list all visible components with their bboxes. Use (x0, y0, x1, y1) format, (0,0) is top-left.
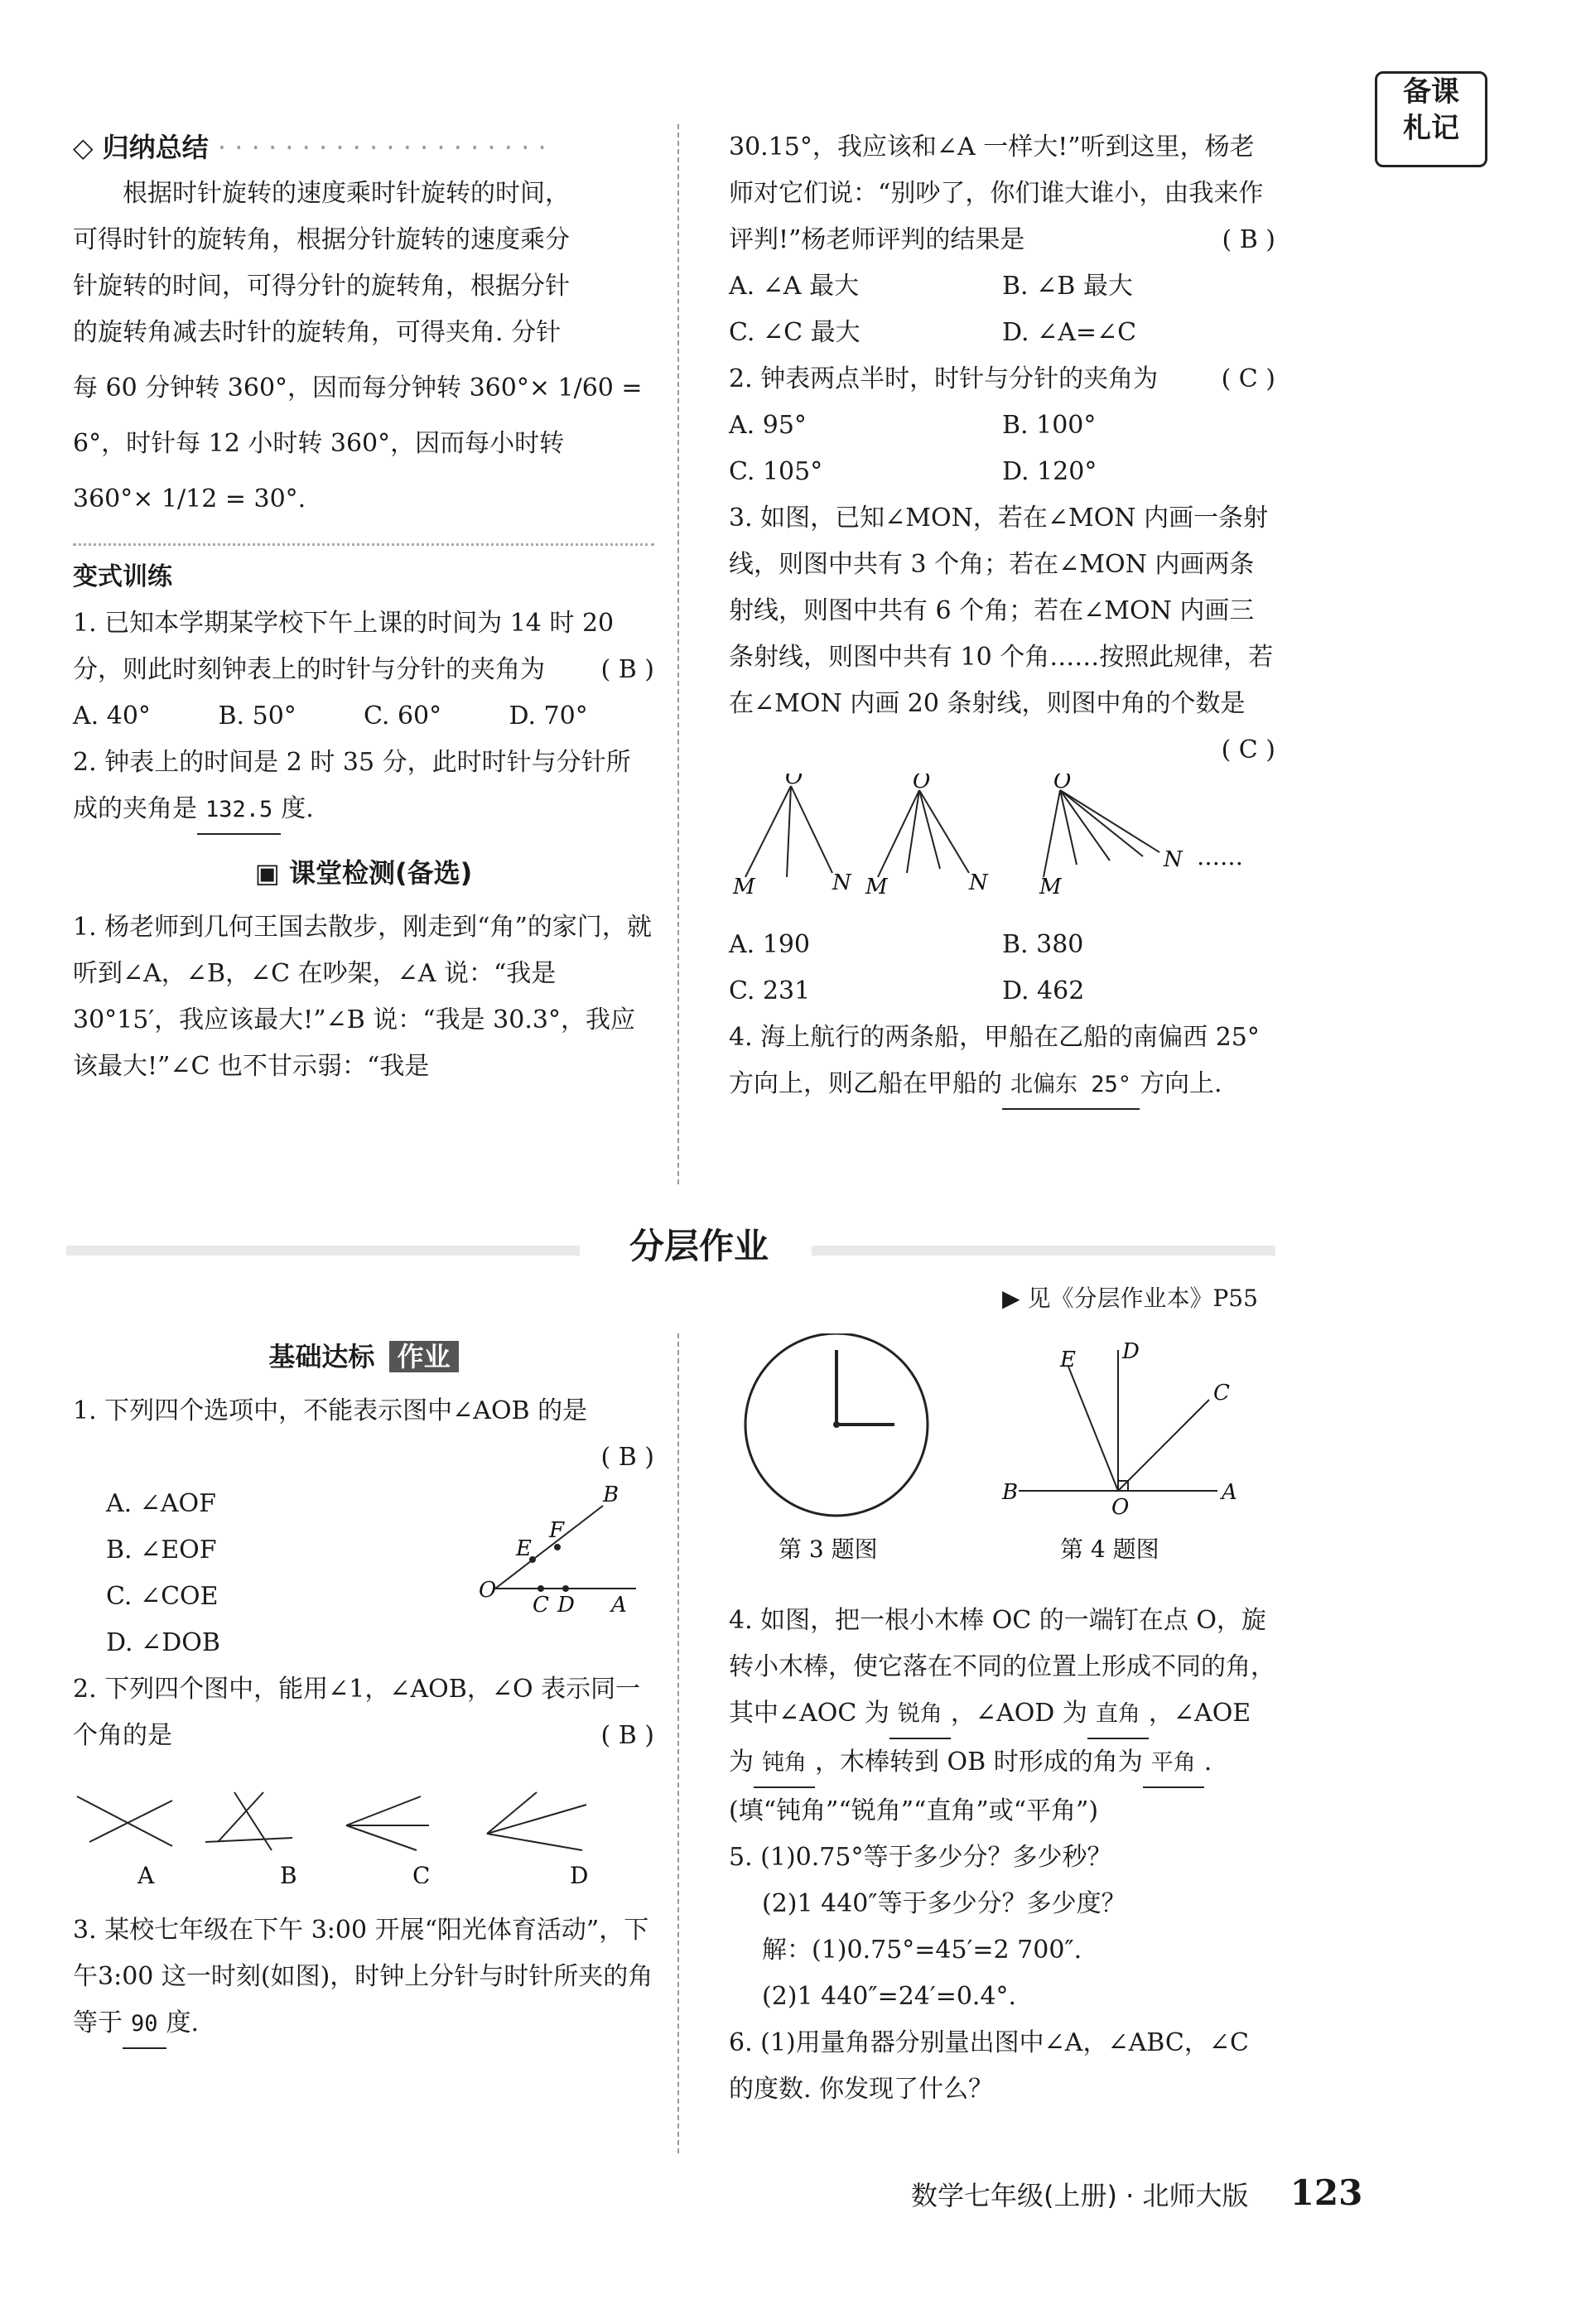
option: B. 380 (1002, 930, 1084, 959)
hw-q6-text: 6. (1)用量角器分别量出图中∠A，∠ABC，∠C 的度数. 你发现了什么？ (729, 2028, 1249, 2104)
column-divider-top (677, 124, 679, 1184)
option: B. 50° (218, 702, 296, 730)
hw-figures-3-4 (729, 1333, 1275, 1582)
summary-line: 针旋转的时间，可得分针的旋转角，根据分针 (73, 272, 570, 301)
column-divider-bottom (677, 1333, 679, 2153)
option: A. 95° (729, 411, 807, 440)
variant-q2 (73, 740, 654, 835)
fig-label-n: N (1164, 847, 1183, 872)
answer-blank: 平角 (1143, 1740, 1204, 1788)
check-title: ▣ 课堂检测(备选) (254, 857, 473, 889)
fig-caption: D (570, 1862, 589, 1883)
fig-label: B (603, 1483, 619, 1507)
summary-title: ◇ 归纳总结 · · · · · · · · · · · · · · · · · · · · (73, 132, 547, 163)
basic-title: 基础达标 作业 (73, 1333, 654, 1380)
fig-label: E (516, 1536, 532, 1561)
answer-blank: 90 (123, 2001, 166, 2049)
hw-q4-text: .(填“钝角”“锐角”“直角”或“平角”) (729, 1748, 1212, 1825)
rays-fig-2 (878, 790, 969, 877)
check-q1-text: 1. 杨老师到几何王国去散步，刚走到“角”的家门，就听到∠A，∠B，∠C 在吵架，∠A 说：“我是 30°15′，我应该最大!”∠B 说：“我是 30.3°，我应该最大!”∠C 也不甘示弱：“我是 (73, 913, 652, 1081)
check-q4-post: 方向上. (1140, 1069, 1222, 1098)
homework-banner (66, 1217, 1275, 1275)
check-q3-answer: ( C ) (1221, 735, 1275, 764)
option: D. 70° (509, 702, 588, 730)
fig-label-n: N (832, 870, 851, 895)
summary-line: 根据时针旋转的速度乘时针旋转的时间， (123, 179, 570, 208)
summary-divider (73, 543, 654, 546)
variant-q1-answer: ( B ) (600, 655, 654, 684)
summary-line: 360°× 1/12 = 30°. (73, 485, 306, 513)
option: B. 100° (1002, 411, 1097, 440)
option: C. ∠COE (106, 1582, 219, 1611)
check-q1 (73, 904, 654, 1090)
option: A. ∠AOF (106, 1489, 216, 1518)
fig-label: A (611, 1593, 627, 1618)
left-column-bottom (73, 1333, 654, 2049)
clock-figure (745, 1333, 928, 1516)
answer-blank: 直角 (1087, 1691, 1149, 1739)
fig-label: E (1060, 1348, 1076, 1372)
variant-title: 变式训练 (73, 562, 172, 591)
check-q4-text: 4. 海上航行的两条船，甲船在乙船的南偏西 25°方向上，则乙船在甲船的 (729, 1023, 1260, 1098)
fig-caption: C (412, 1862, 431, 1883)
rays-fig-3 (1044, 790, 1159, 877)
fig-label-m: M (733, 875, 755, 899)
notes-tag-line1: 备课 (1403, 75, 1459, 108)
fig-label-o: O (913, 774, 931, 793)
hw-q3-post: 度. (166, 2008, 200, 2037)
right-column-top (729, 124, 1275, 1110)
hw-q5-line: 解：(1)0.75°=45′=2 700″. (762, 1936, 1082, 1965)
option: C. ∠C 最大 (729, 318, 860, 347)
option: D. ∠A=∠C (1002, 318, 1137, 347)
banner-line-left (66, 1246, 580, 1256)
option: B. ∠B 最大 (1002, 272, 1133, 301)
variant-q1 (73, 600, 654, 740)
hw-q1-figure (470, 1481, 653, 1622)
angle-figure (1019, 1350, 1217, 1491)
fig-label: B (1002, 1480, 1019, 1505)
notes-tag (1375, 71, 1487, 167)
answer-blank: 钝角 (754, 1740, 815, 1788)
rays-fig-1 (745, 786, 832, 877)
notes-tag-line2: 札记 (1403, 112, 1459, 145)
answer-blank: 锐角 (889, 1691, 951, 1739)
homework-ref: ▶ 见《分层作业本》P55 (1002, 1285, 1258, 1312)
hw-q4-text: ，∠AOD 为 (950, 1699, 1087, 1728)
hw-q1-answer: ( B ) (600, 1443, 654, 1472)
check-q3-text: 3. 如图，已知∠MON，若在∠MON 内画一条射线，则图中共有 3 个角；若在∠MON 内画两条射线，则图中共有 6 个角；若在∠MON 内画三条射线，则图中共有 10 个角……按照此规律，若在∠MON 内画 20 条射线，则图中角的个数是 (729, 504, 1274, 718)
fig-ellipsis: …… (1197, 843, 1243, 870)
option: D. 120° (1002, 457, 1097, 486)
hw-q4 (729, 1598, 1275, 1835)
fig-label: D (557, 1593, 575, 1618)
option: C. 231 (729, 976, 811, 1005)
summary-line: 的旋转角减去时针的旋转角，可得夹角. 分针 (73, 318, 562, 347)
fig-label: A (1222, 1480, 1237, 1505)
option: A. 190 (729, 930, 810, 959)
fig-label: C (1213, 1381, 1230, 1405)
banner-line-right (812, 1246, 1275, 1256)
fig-caption: 第 4 题图 (1060, 1536, 1159, 1563)
option: D. ∠DOB (106, 1628, 220, 1657)
fig-label-o: O (1053, 774, 1072, 793)
hw-q5-line: (2)1 440″=24′=0.4°. (762, 1982, 1017, 2011)
check-q2-text: 2. 钟表两点半时，时针与分针的夹角为 (729, 364, 1159, 393)
page-number: 123 (1290, 2172, 1363, 2213)
fig-label: F (549, 1518, 565, 1543)
hw-q4-text: 4. 如图，把一根小木棒 OC 的一端钉在点 O，旋转小木棒，使它落在不同的位置上形成不同的角，其中∠AOC 为 (729, 1606, 1275, 1728)
fig-caption: B (280, 1862, 297, 1883)
hw-q2-text: 2. 下列四个图中，能用∠1，∠AOB，∠O 表示同一个角的是 (73, 1675, 641, 1750)
fig-label-n: N (969, 870, 988, 895)
answer-blank: 132.5 (197, 787, 281, 835)
summary-line: 6°，时针每 12 小时转 360°，因而每小时转 (73, 429, 565, 458)
hw-q5-line: 5. (1)0.75°等于多少分？多少秒？ (729, 1843, 1112, 1872)
homework-title: 分层作业 (629, 1226, 769, 1266)
hw-q1-block (73, 1481, 654, 1666)
hw-q2-answer: ( B ) (600, 1721, 654, 1750)
hw-q1-text: 1. 下列四个选项中，不能表示图中∠AOB 的是 (73, 1396, 588, 1425)
fig-caption: A (137, 1862, 155, 1883)
book-title: 数学七年级(上册) · 北师大版 (911, 2180, 1249, 2211)
basic-tag: 作业 (389, 1341, 459, 1372)
option: D. 462 (1002, 976, 1085, 1005)
right-column-bottom (729, 1333, 1275, 2113)
fig-label-m: M (865, 875, 888, 899)
hw-q3-text: 3. 某校七年级在下午 3:00 开展“阳光体育活动”，下午3:00 这一时刻(如图)，时钟上分针与时针所夹的角等于 (73, 1916, 653, 2037)
option: A. ∠A 最大 (729, 272, 860, 301)
summary-line: 可得时针的旋转角，根据分针旋转的速度乘分 (73, 225, 570, 254)
check-q2-answer: ( C ) (1221, 364, 1275, 393)
variant-q1-text: 1. 已知本学期某学校下午上课的时间为 14 时 20 分，则此时刻钟表上的时针与分针的夹角为 (73, 609, 615, 684)
option: C. 105° (729, 457, 823, 486)
page-footer (911, 2170, 1362, 2219)
fig-label: D (1122, 1339, 1140, 1364)
variant-q2-text: 2. 钟表上的时间是 2 时 35 分，此时时针与分针所成的夹角是 (73, 748, 631, 823)
fig-label-m: M (1039, 875, 1062, 899)
option: B. ∠EOF (106, 1536, 217, 1565)
fig-label: C (533, 1593, 549, 1618)
left-column-top (73, 124, 654, 1090)
option: A. 40° (73, 702, 151, 730)
fig-caption: 第 3 题图 (779, 1536, 878, 1563)
fig-label: O (479, 1578, 497, 1603)
variant-q2-post: 度. (281, 794, 314, 823)
fig-label: O (1111, 1495, 1130, 1520)
summary-line: 每 60 分钟转 360°，因而每分钟转 360°× 1/60 = (73, 374, 643, 403)
hw-q5-line: (2)1 440″等于多少分？多少度？ (762, 1889, 1126, 1918)
rays-figure (729, 774, 1275, 906)
check-q1-cont: 30.15°，我应该和∠A 一样大!”听到这里，杨老师对它们说：“别吵了，你们谁大谁小，由我来作评判!”杨老师评判的结果是 (729, 133, 1264, 254)
check-q1-answer: ( B ) (1222, 225, 1275, 254)
answer-blank: 北偏东 25° (1002, 1062, 1140, 1110)
fig-label-o: O (785, 774, 803, 789)
option: C. 60° (364, 702, 442, 730)
hw-q4-text: ，木棒转到 OB 时形成的角为 (815, 1748, 1143, 1777)
hw-q4-text: ，∠AOE 为 (729, 1699, 1251, 1777)
hw-q2-figures (73, 1759, 654, 1883)
